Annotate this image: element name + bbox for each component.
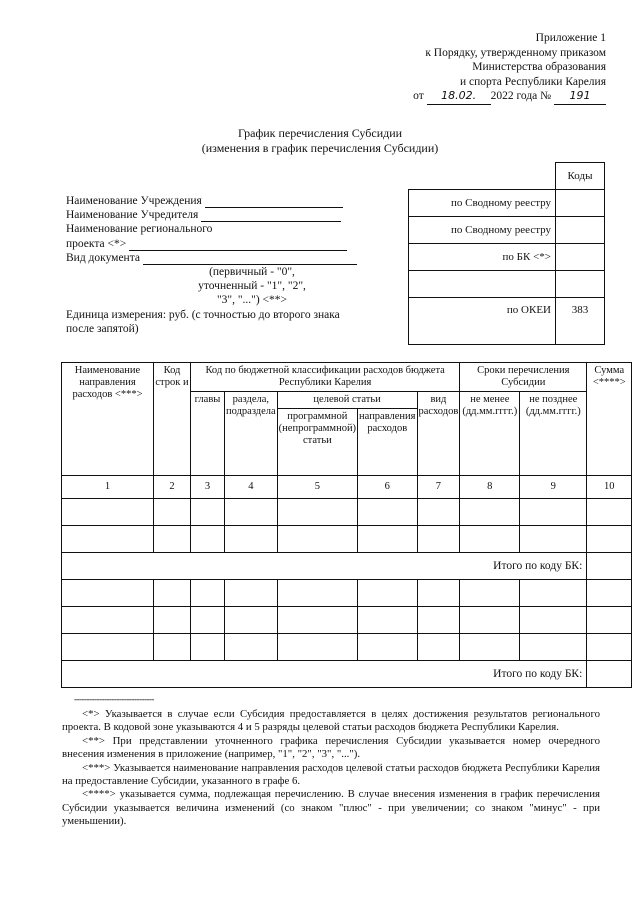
- col-num-10: 10: [587, 476, 632, 499]
- field-founder-line: [201, 211, 341, 222]
- document-title: [0, 126, 640, 155]
- field-institution: [66, 194, 396, 208]
- field-founder-label: Наименование Учредителя: [66, 209, 199, 222]
- codes-svod2: по Сводному реестру: [409, 217, 556, 244]
- col-num-5: 5: [277, 476, 357, 499]
- field-doc-type: [66, 251, 396, 265]
- th-glava: главы: [191, 392, 225, 476]
- table-row: [62, 499, 632, 526]
- field-founder: [66, 208, 396, 222]
- itogo-row: [62, 661, 632, 688]
- header-fields: [66, 194, 396, 336]
- table-row: [62, 580, 632, 607]
- unit-line2: после запятой): [66, 322, 139, 335]
- field-doc-type-label: Вид документа: [66, 251, 140, 264]
- col-num-1: 1: [62, 476, 154, 499]
- footnote-4: <****> указывается сумма, подлежащая перечислению. В случае внесения изменения в график перечисления Субсидии указывается величина изменений (со знаком "плюс" - при увеличении; со знаком "минус" - при уменьшении).: [62, 788, 600, 828]
- handwritten-number: 191: [554, 89, 606, 105]
- col-num-7: 7: [417, 476, 460, 499]
- handwritten-date: 18.02.: [427, 89, 491, 105]
- footnote-3: <***> Указывается наименование направления расходов целевой статьи расходов бюджета Республики Карелия на предоставление Субсидии, указанного в графе 6.: [62, 761, 600, 788]
- field-institution-line: [205, 197, 343, 208]
- codes-empty: [409, 163, 556, 190]
- itogo-row: [62, 553, 632, 580]
- itogo-value-1: [587, 553, 632, 580]
- th-direction: Наименование направления расходов <***>: [62, 363, 154, 476]
- field-project-line: [129, 240, 347, 251]
- col-num-8: 8: [460, 476, 520, 499]
- appendix-line4: и спорта Республики Карелия: [459, 75, 606, 88]
- from-prefix: от: [413, 90, 424, 102]
- itogo-value-2: [587, 661, 632, 688]
- appendix-date-line: [413, 89, 606, 105]
- doc-hint-2: уточненный - "1", "2",: [198, 280, 306, 293]
- th-terms: Сроки перечисления Субсидии: [460, 363, 587, 392]
- col-num-4: 4: [225, 476, 278, 499]
- col-num-9: 9: [520, 476, 587, 499]
- appendix-line2: к Порядку, утвержденному приказом: [425, 46, 606, 59]
- th-program: программной (непрограммной) статьи: [277, 409, 357, 476]
- field-institution-label: Наименование Учреждения: [66, 195, 202, 207]
- th-razdel: раздела, подраздела: [225, 392, 278, 476]
- codes-table: [408, 162, 605, 345]
- codes-svod1: по Сводному реестру: [409, 190, 556, 217]
- col-num-6: 6: [358, 476, 417, 499]
- codes-svod1-value: [556, 190, 605, 217]
- doc-hint-1: (первичный - "0",: [209, 266, 295, 279]
- schedule-table: [61, 362, 632, 688]
- codes-header: Коды: [556, 163, 605, 190]
- codes-svod2-value: [556, 217, 605, 244]
- itogo-label-1: Итого по коду БК:: [62, 553, 587, 580]
- field-doc-type-line: [143, 254, 357, 265]
- footnote-2: <**> При представлении уточненного графика перечисления Субсидии указывается номер очередного внесения изменения в приложение (например, "1", "2", "3", "...").: [62, 734, 600, 761]
- doc-hint: [152, 265, 352, 308]
- th-sum: Сумма <****>: [587, 363, 632, 476]
- th-target: целевой статьи: [277, 392, 417, 409]
- notes-divider: --------------------------------: [74, 694, 154, 704]
- field-project-label1: Наименование регионального: [66, 223, 213, 236]
- col-num-2: 2: [154, 476, 191, 499]
- appendix-line1: Приложение 1: [535, 32, 606, 44]
- col-num-3: 3: [191, 476, 225, 499]
- table-row: [62, 526, 632, 553]
- th-budget: Код по бюджетной классификации расходов бюджета Республики Карелия: [191, 363, 460, 392]
- codes-bk: по БК <*>: [409, 244, 556, 271]
- doc-hint-3: "3", "...") <**>: [216, 294, 288, 307]
- th-vid: вид расходов: [417, 392, 460, 476]
- field-project: [66, 237, 396, 251]
- th-code: Код строк и: [154, 363, 191, 476]
- th-not-before: не менее (дд.мм.гггг.): [460, 392, 520, 476]
- codes-okei-value: 383: [556, 298, 605, 345]
- table-row: [62, 634, 632, 661]
- field-project-label2: проекта <*>: [66, 237, 127, 250]
- title-line2: (изменения в график перечисления Субсидии): [201, 140, 439, 155]
- appendix-header: [413, 31, 606, 105]
- codes-blank: [409, 271, 556, 298]
- unit-line1: Единица измерения: руб. (с точностью до второго знака: [66, 308, 340, 321]
- title-line1: График перечисления Субсидии: [237, 126, 403, 140]
- year-text: 2022 года №: [490, 90, 552, 102]
- codes-blank-value: [556, 271, 605, 298]
- th-not-after: не позднее (дд.мм.гггг.): [520, 392, 587, 476]
- codes-bk-value: [556, 244, 605, 271]
- footnote-1: <*> Указывается в случае если Субсидия предоставляется в целях достижения результатов регионального проекта. В кодовой зоне указываются 4 и 5 разряды целевой статьи расходов бюджета Республики Карелия.: [62, 708, 600, 734]
- codes-okei: по ОКЕИ: [409, 298, 556, 345]
- itogo-label-2: Итого по коду БК:: [62, 661, 587, 688]
- footnotes: [62, 708, 600, 829]
- appendix-line3: Министерства образования: [472, 61, 606, 73]
- th-napr: направления расходов: [358, 409, 417, 476]
- table-row: [62, 607, 632, 634]
